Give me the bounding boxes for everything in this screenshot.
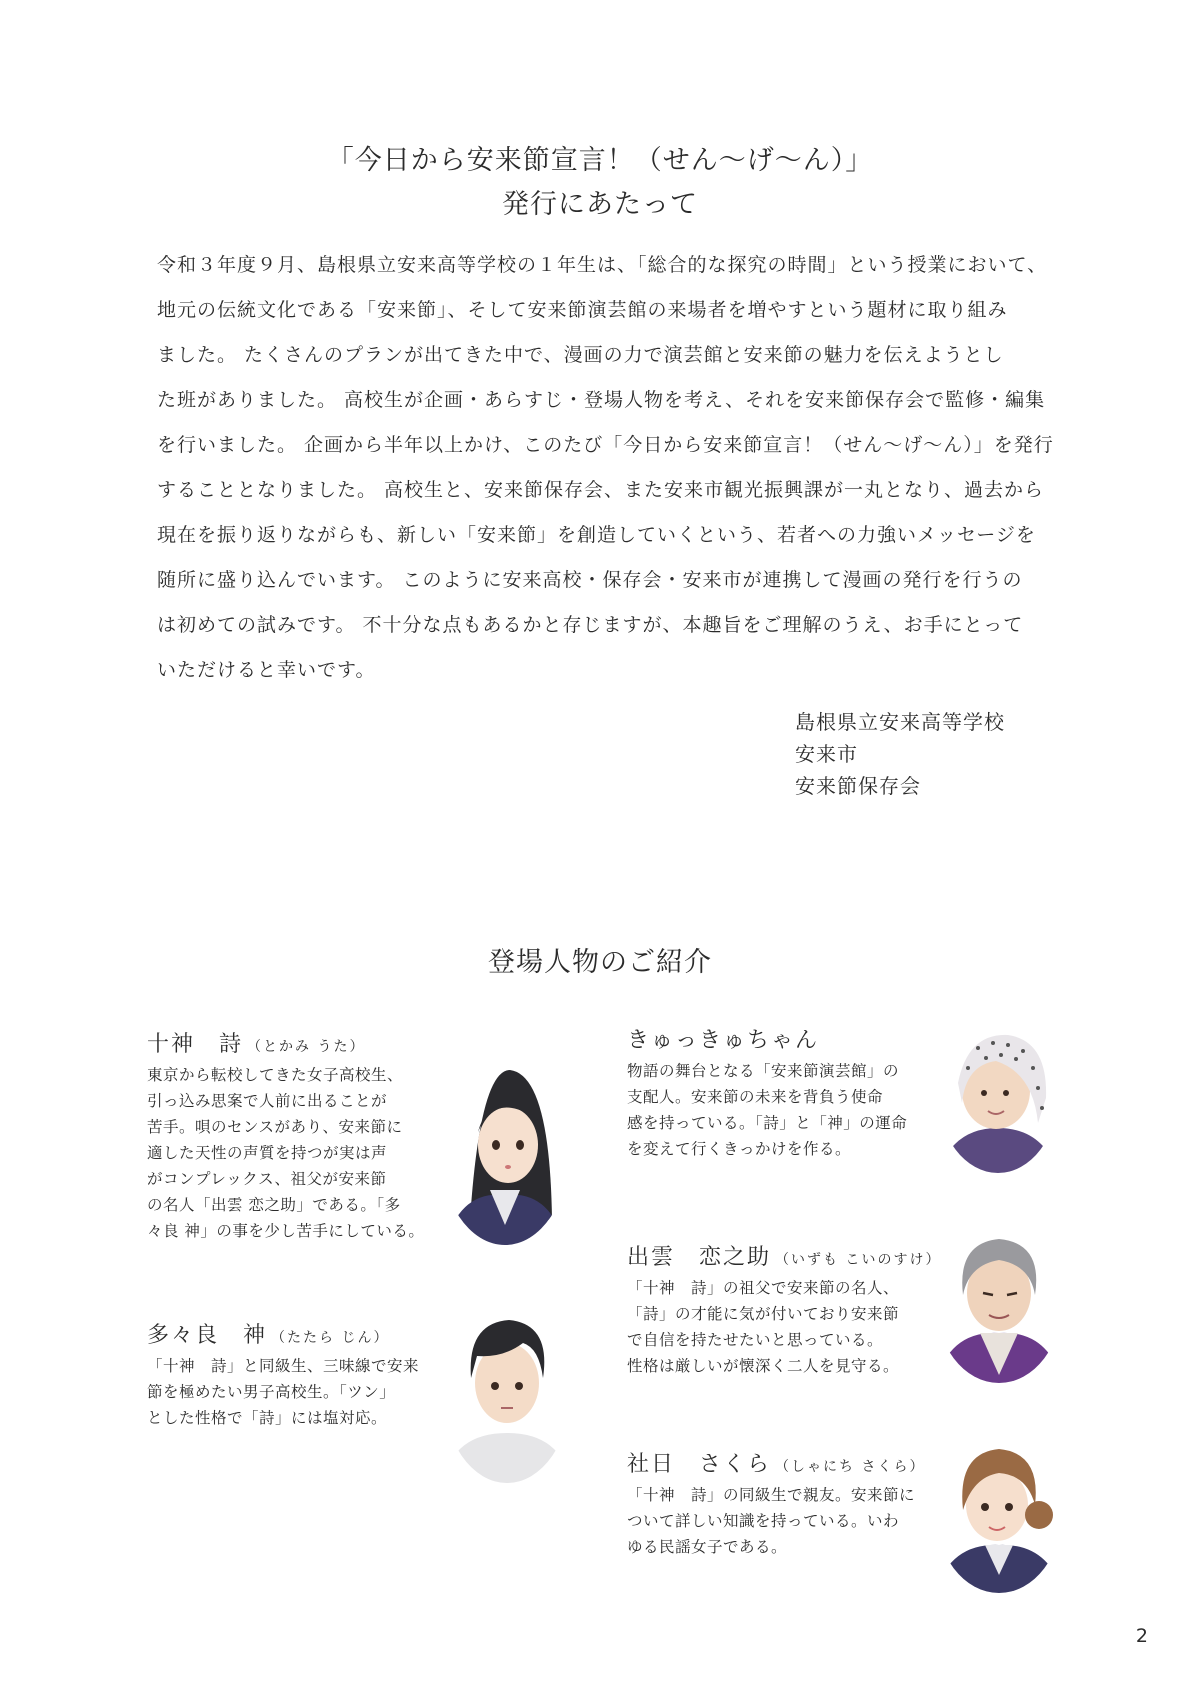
character-reading: （たたら じん） [271, 1330, 390, 1346]
character-name: 十神 詩 [147, 1032, 244, 1057]
signature-preservation-society: 安来節保存会 [795, 774, 921, 798]
intro-line: 地元の伝統文化である「安来節」、そして安来節演芸館の来場者を増やすという題材に取り組み [157, 299, 1008, 321]
portrait-kyukkyu-chan [938, 1013, 1058, 1173]
portrait-shanichi-sakura [935, 1425, 1063, 1593]
document-title-line1: 「今日から安来節宣言！（せん〜げ〜ん）」 [326, 145, 874, 176]
page-number: 2 [1135, 1625, 1148, 1647]
character-name-line [147, 1318, 437, 1349]
character-toka-uta [147, 1027, 437, 1244]
character-description: 物語の舞台となる「安来節演芸館」の 支配人。安来節の未来を背負う使命 感を持っている。「詩」と「神」の運命 を変えて行くきっかけを作る。 [627, 1062, 908, 1158]
intro-line: た班がありました。 高校生が企画・あらすじ・登場人物を考え、それを安来節保存会で監修・編集 [157, 389, 1046, 411]
character-tatara-jin [147, 1318, 437, 1431]
portrait-tatara-jin [443, 1298, 571, 1483]
character-description: 「十神 詩」の同級生で親友。安来節に ついて詳しい知識を持っている。いわ ゆる民謡女子である。 [627, 1486, 916, 1556]
character-description: 「十神 詩」の祖父で安来節の名人、 「詩」の才能に気が付いており安来節 で自信を持たせたいと思っている。 性格は厳しいが懐深く二人を見守る。 [627, 1279, 900, 1375]
document-title-line2: 発行にあたって [502, 189, 698, 220]
intro-line: ました。 たくさんのプランが出てきた中で、漫画の力で演芸館と安来節の魅力を伝えようとし [157, 344, 1004, 366]
intro-line: を行いました。 企画から半年以上かけ、このたび「今日から安来節宣言！（せん〜げ〜ん）」を発行 [157, 434, 1054, 456]
intro-line: は初めての試みです。 不十分な点もあるかと存じますが、本趣旨をご理解のうえ、お手にとって [157, 614, 1024, 636]
character-name: きゅっきゅちゃん [627, 1028, 820, 1053]
character-shanichi-sakura [627, 1447, 947, 1560]
portrait-izumo-koinosuke [935, 1215, 1063, 1383]
character-description: 「十神 詩」と同級生、三味線で安来 節を極めたい男子高校生。「ツン」 とした性格で「詩」には塩対応。 [147, 1357, 420, 1427]
intro-paragraph [157, 243, 1057, 693]
character-name-line [627, 1240, 947, 1271]
intro-line: 令和３年度９月、島根県立安来高等学校の１年生は、「総合的な探究の時間」という授業において、 [157, 254, 1048, 276]
character-name: 社日 さくら [627, 1452, 772, 1477]
signature-school: 島根県立安来高等学校 [795, 710, 1005, 734]
character-reading: （とかみ うた） [247, 1039, 366, 1055]
intro-line: いただけると幸いです。 [157, 659, 376, 681]
character-name: 出雲 恋之助 [627, 1245, 772, 1270]
character-reading: （いずも こいのすけ） [775, 1252, 942, 1268]
character-name-line [627, 1023, 917, 1054]
characters-section-title: 登場人物のご紹介 [488, 947, 712, 978]
character-izumo-koinosuke [627, 1240, 947, 1379]
intro-line: 現在を振り返りながらも、新しい「安来節」を創造していくという、若者への力強いメッセージを [157, 524, 1036, 546]
signature-city: 安来市 [795, 742, 858, 766]
intro-line: することとなりました。 高校生と、安来節保存会、また安来市観光振興課が一丸となり、過去から [157, 479, 1045, 501]
character-description: 東京から転校してきた女子高校生、 引っ込み思案で人前に出ることが 苦手。唄のセンスがあり、安来節に 適した天性の声質を持つが実は声 がコンプレックス、祖父が安来節 の名人「出雲 恋之助」である。「多 々良 神」の事を少し苦手にしている。 [147, 1066, 425, 1240]
intro-line: 随所に盛り込んでいます。 このように安来高校・保存会・安来市が連携して漫画の発行を行うの [157, 569, 1023, 591]
character-name-line [627, 1447, 947, 1478]
character-kyukkyu-chan [627, 1023, 917, 1162]
character-reading: （しゃにち さくら） [775, 1459, 926, 1475]
portrait-toka-uta [440, 1050, 570, 1245]
character-name-line [147, 1027, 437, 1058]
character-name: 多々良 神 [147, 1323, 268, 1348]
